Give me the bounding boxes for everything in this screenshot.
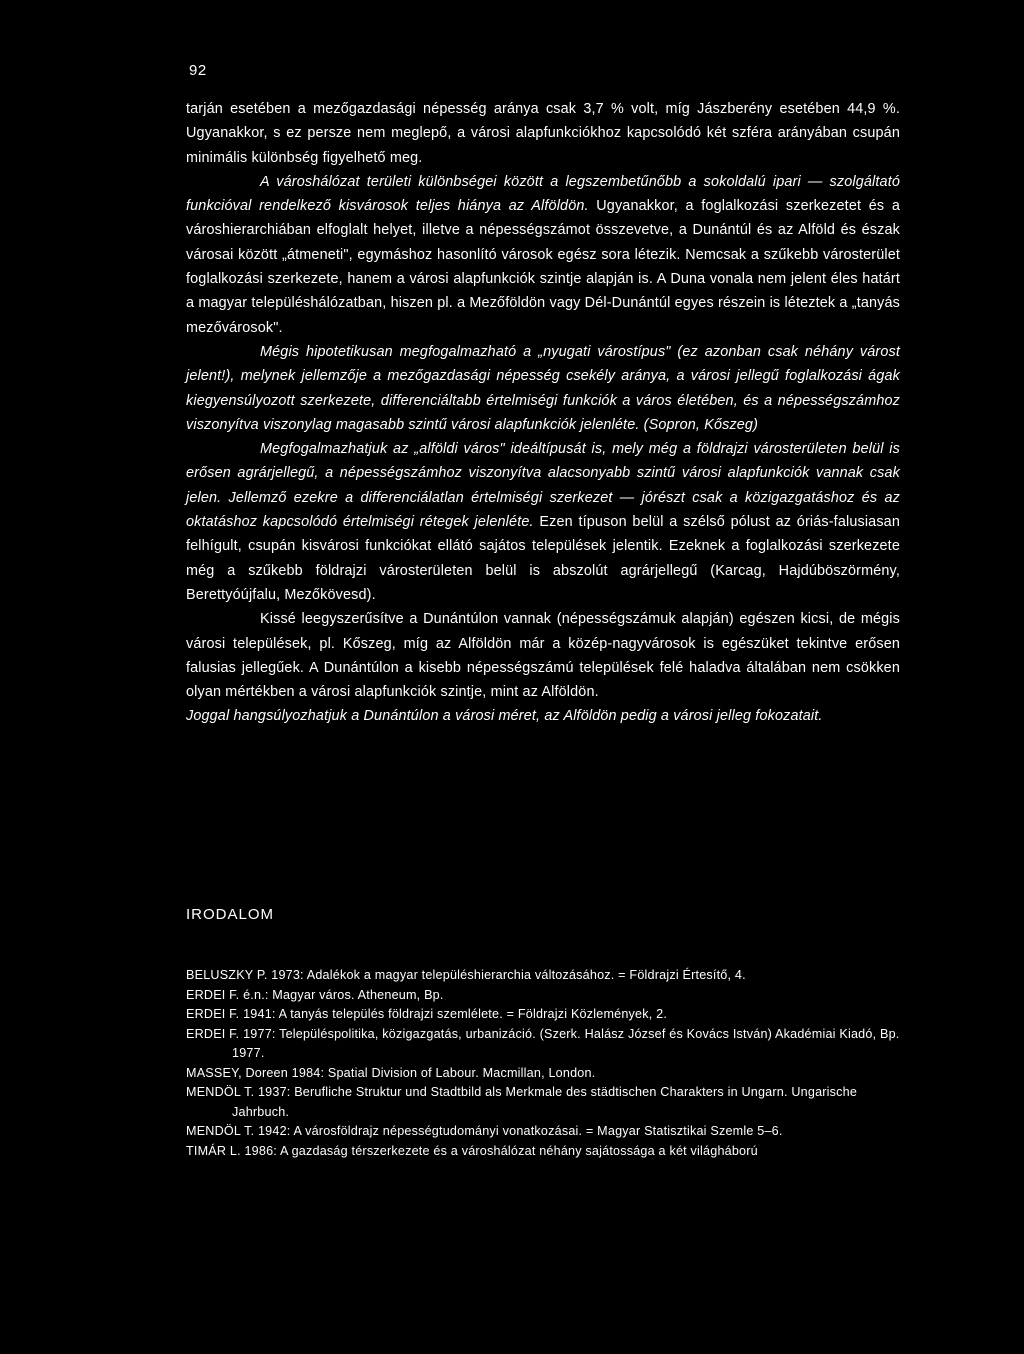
italic-text: Megfogalmazhatjuk az „alföldi város" ideáltípusát is, mely még a földrajzi városterületen belül is erősen agrárjellegű, a népességszámhoz viszonyítva alacsonyabb szintű városi alapfunkciók vannak csak jelen. Jellemző ezekre a differenciálatlan értelmiségi szerkezet — jórészt csak a közigazgatáshoz és az oktatáshoz kapcsolódó értelmiségi rétegek jelenléte. xyxy=(186,441,900,531)
paragraph-5 xyxy=(186,607,900,704)
italic-text: A városhálózat területi különbségei között a legszembetűnőbb a sokoldalú ipari — szolgáltató funkcióval rendelkező kisvárosok teljes hiánya az Alföldön. xyxy=(186,173,900,215)
reference-item: ERDEI F. 1977: Településpolitika, közigazgatás, urbanizáció. (Szerk. Halász József és Kovács István) Akadémiai Kiadó, Bp. 1977. xyxy=(186,1026,900,1060)
reference-item: MENDÖL T. 1942: A városföldrajz népességtudományi vonatkozásai. = Magyar Statisztikai Szemle 5–6. xyxy=(186,1124,783,1138)
reference-item: ERDEI F. é.n.: Magyar város. Atheneum, Bp. xyxy=(186,987,444,1002)
paragraph-4 xyxy=(186,437,900,607)
reference-item: MENDÖL T. 1937: Berufliche Struktur und Stadtbild als Merkmale des städtischen Charakters in Ungarn. Ungarische Jahrbuch. xyxy=(186,1085,858,1119)
paragraph-text: tarján esetében a mezőgazdasági népesség aránya csak 3,7 % volt, míg Jászberény esetében 44,9 %. Ugyanakkor, s ez persze nem meglepő, a városi alapfunkciókhoz kapcsolódó két szféra arányában csupán minimális különbség figyelhető meg. xyxy=(186,101,900,166)
page-number: 92 xyxy=(189,62,207,79)
reference-item: BELUSZKY P. 1973: Adalékok a magyar településhierarchia változásához. = Földrajzi Értesítő, 4. xyxy=(186,968,746,982)
paragraph-text: Ugyanakkor, a foglalkozási szerkezetet és a városhierarchiában elfoglalt helyet, illetve a népességszámot összevetve, a Dunántúl és az Alföld és észak városai között „átmeneti", egymáshoz hasonlító városok egész sora létezik. Nemcsak a szűkebb városterület foglalkozási szerkezete, hanem a városi alapfunkciók szintje alapján is. A Duna vonala nem jelent éles határt a magyar településhálózatban, hiszen pl. a Mezőföldön vagy Dél-Dunántúl egyes részein is léteztek a „tanyás mezővárosok". xyxy=(186,198,900,336)
paragraph-1 xyxy=(186,97,900,170)
reference-item: ERDEI F. 1941: A tanyás település földrajzi szemlélete. = Földrajzi Közlemények, 2. xyxy=(186,1007,668,1021)
reference-item: MASSEY, Doreen 1984: Spatial Division of Labour. Macmillan, London. xyxy=(186,1065,596,1080)
section-heading: IRODALOM xyxy=(186,906,275,923)
reference-item: TIMÁR L. 1986: A gazdaság térszerkezete és a városhálózat néhány sajátossága a két világháború xyxy=(186,1143,758,1158)
body-text xyxy=(186,97,900,729)
reference-list xyxy=(186,966,906,1161)
italic-text: (Sopron, Kőszeg) xyxy=(639,416,759,433)
italic-text: Mégis hipotetikusan megfogalmazható a „nyugati várostípus" (ez azonban csak néhány várost jelent!), melynek jellemzője a mezőgazdasági népesség csekély aránya, a városi jellegű foglalkozási ágak kiegyensúlyozott szerkezete, differenciáltabb értelmiségi funkciók a város életében, és a népességszámhoz viszonyítva viszonylag magasabb szintű városi alapfunkciók jelenléte. xyxy=(186,343,900,433)
paragraph-2 xyxy=(186,170,900,340)
paragraph-text: Ezen típuson belül a szélső pólust az óriás-falusiasan felhígult, csupán kisvárosi funkciókat ellátó sajátos települések jelentik. Ezeknek a foglalkozási szerkezete még a szűkebb földrajzi városterületen belül is abszolút agrárjellegű (Karcag, Hajdúböszörmény, Berettyóújfalu, Mezőkövesd). xyxy=(186,514,900,603)
paragraph-3 xyxy=(186,340,900,437)
paragraph-text: Kissé leegyszerűsítve a Dunántúlon vannak (népességszámuk alapján) egészen kicsi, de mégis városi települések, pl. Kőszeg, míg az Alföldön már a közép-nagyvárosok is egészüket tekintve erősen falusias jellegűek. A Dunántúlon a kisebb népességszámú települések felé haladva általában nem csökken olyan mértékben a városi alapfunkciók szintje, mint az Alföldön. xyxy=(186,611,900,701)
paragraph-6 xyxy=(186,704,900,728)
italic-text: Joggal hangsúlyozhatjuk a Dunántúlon a városi méret, az Alföldön pedig a városi jelleg fokozatait. xyxy=(186,708,823,725)
